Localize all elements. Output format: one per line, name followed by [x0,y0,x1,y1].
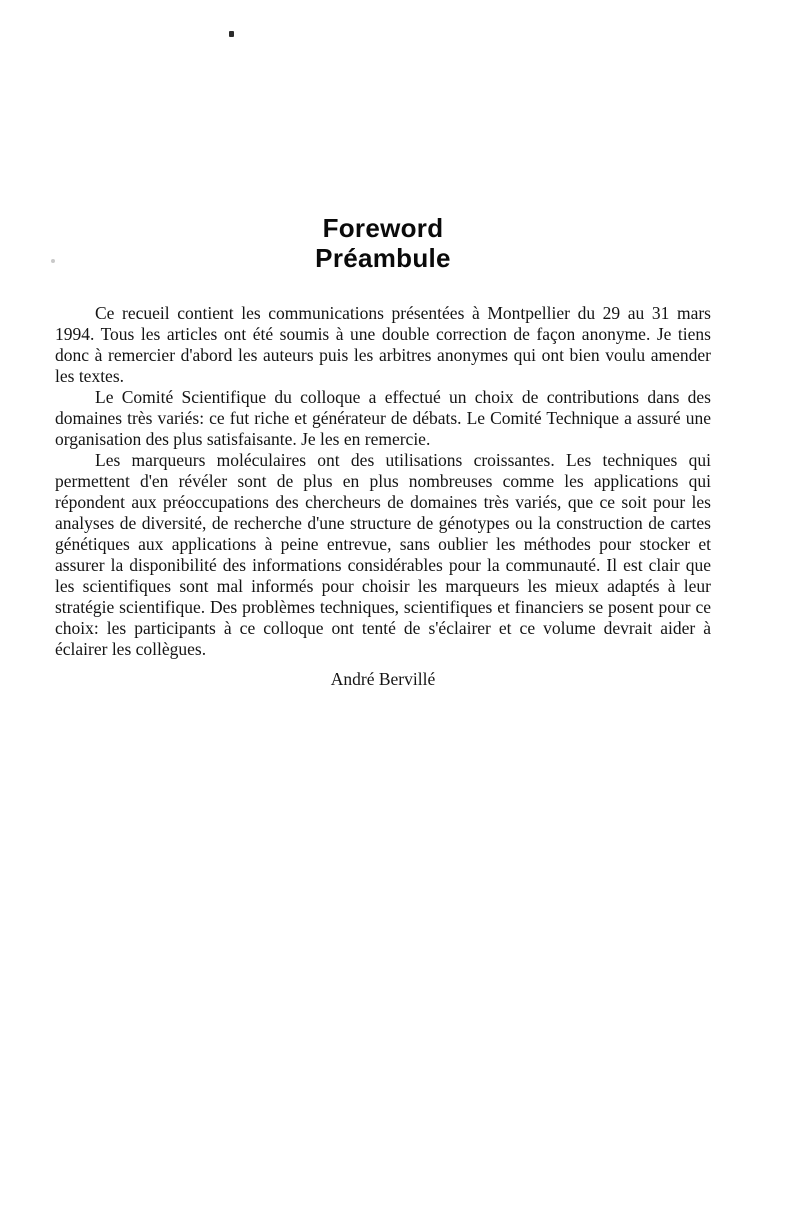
title-english: Foreword [322,213,444,243]
paragraph-markers: Les marqueurs moléculaires ont des utilisations croissantes. Les techniques qui permettent d'en révéler sont de plus en plus nombreuses comme les applications qui répondent aux préoccupations des chercheurs de domaines très variés, que ce soit pour les analyses de diversité, de recherche d'une structure de génotypes ou la construction de cartes génétiques aux applications à peine entrevue, sans oublier les méthodes pour stocker et assurer la disponibilité des informations considérables pour la communauté. Il est clair que les scientifiques sont mal informés pour choisir les marqueurs les mieux adaptés à leur stratégie scientifique. Des problèmes techniques, scientifiques et financiers se posent pour ce choix: les participants à ce colloque ont tenté de s'éclairer et ce volume devrait aider à éclairer les collègues. [55,450,711,659]
page-title [55,213,711,273]
scan-speck-icon [229,31,234,37]
paragraph-intro: Ce recueil contient les communications présentées à Montpellier du 29 au 31 mars 1994. Tous les articles ont été soumis à une double correction de façon anonyme. Je tiens donc à remercier d'abord les auteurs puis les arbitres anonymes qui ont bien voulu amender les textes. [55,303,711,386]
title-french: Préambule [315,243,451,273]
foreword-body [55,303,711,660]
paragraph-committee: Le Comité Scientifique du colloque a effectué un choix de contributions dans des domaines très variés: ce fut riche et générateur de débats. Le Comité Technique a assuré une organisation des plus satisfaisante. Je les en remercie. [55,387,711,449]
author-signature: André Bervillé [330,669,436,689]
